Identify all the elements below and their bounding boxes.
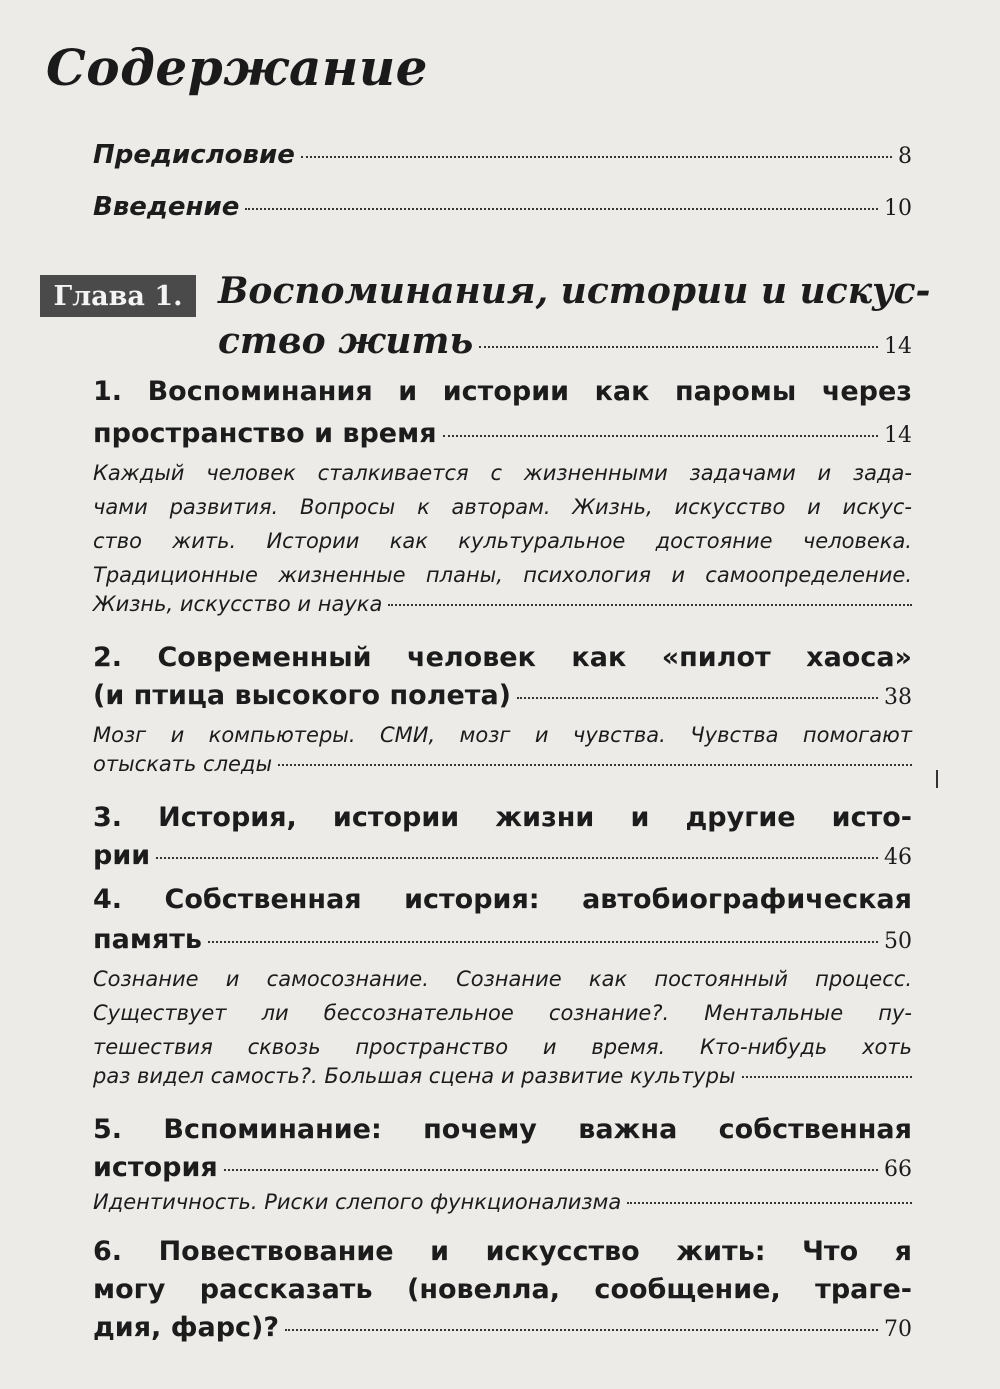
section-4-description-end [93, 1064, 912, 1088]
dot-leader [443, 435, 878, 437]
page-number: 10 [884, 196, 912, 221]
section-title-continued: история [93, 1152, 218, 1183]
dot-leader [301, 156, 892, 158]
dot-leader [208, 941, 878, 943]
section-4-description-line: Сознание и самосознание. Сознание как постоянный процесс. [93, 967, 912, 991]
toc-entry-section-4[interactable] [93, 924, 912, 955]
section-2-description-end [93, 752, 912, 776]
toc-entry-section-5[interactable] [93, 1152, 912, 1183]
dot-leader [224, 1169, 878, 1171]
section-2-title[interactable]: 2. Современный человек как «пилот хаоса» [93, 642, 912, 673]
toc-entry-section-2[interactable] [93, 680, 912, 711]
dot-leader [479, 346, 878, 348]
section-2-description-line: Мозг и компьютеры. СМИ, мозг и чувства. Чувства помогают [93, 723, 912, 747]
dot-leader [285, 1329, 878, 1331]
section-3-title[interactable]: 3. История, истории жизни и другие исто- [93, 802, 912, 833]
page-number: 38 [884, 685, 912, 710]
section-5-description-end [93, 1190, 912, 1214]
margin-mark [936, 770, 938, 788]
section-1-description-line: Каждый человек сталкивается с жизненными задачами и зада- [93, 461, 912, 485]
dot-leader [245, 208, 878, 210]
dot-leader [517, 697, 878, 699]
toc-entry-chapter-1[interactable] [218, 320, 912, 362]
toc-entry-introduction[interactable] [93, 192, 912, 222]
chapter-title-continued: ство жить [218, 320, 474, 362]
page-number: 14 [884, 423, 912, 448]
dot-leader [742, 1076, 912, 1078]
page-number: 50 [884, 929, 912, 954]
section-4-description-line: Существует ли бессознательное сознание?. Ментальные пу- [93, 1001, 912, 1025]
dot-leader [278, 764, 912, 766]
section-title-continued: рии [93, 840, 151, 871]
section-1-description-end [93, 592, 912, 616]
dot-leader [388, 604, 912, 606]
section-1-description-line: ство жить. Истории как культуральное достояние человека. [93, 529, 912, 553]
page-number: 70 [884, 1317, 912, 1342]
section-6-title[interactable]: 6. Повествование и искусство жить: Что я [93, 1236, 912, 1267]
toc-entry-section-1[interactable] [93, 418, 912, 449]
section-title-continued: дия, фарс)? [93, 1312, 280, 1343]
description-last-line: Жизнь, искусство и наука [93, 592, 383, 616]
page-number: 46 [884, 845, 912, 870]
description-last-line: Идентичность. Риски слепого функционализма [93, 1190, 622, 1214]
dot-leader [627, 1202, 912, 1204]
toc-entry-section-6[interactable] [93, 1312, 912, 1343]
section-1-title[interactable]: 1. Воспоминания и истории как паромы через [93, 376, 912, 407]
section-4-description-line: тешествия сквозь пространство и время. Кто-нибудь хоть [93, 1035, 912, 1059]
chapter-title[interactable]: Воспоминания, истории и искус- [218, 270, 931, 312]
chapter-badge: Глава 1. [40, 275, 196, 317]
entry-label: Предисловие [93, 140, 295, 170]
page-number: 8 [898, 144, 912, 169]
section-1-description-line: чами развития. Вопросы к авторам. Жизнь, искусство и искус- [93, 495, 912, 519]
dot-leader [156, 857, 878, 859]
toc-entry-preface[interactable] [93, 140, 912, 170]
section-6-title-line-2[interactable]: могу рассказать (новелла, сообщение, траге- [93, 1274, 912, 1305]
page-number: 14 [884, 334, 912, 359]
description-last-line: раз видел самость?. Большая сцена и развитие культуры [93, 1064, 736, 1088]
description-last-line: отыскать следы [93, 752, 273, 776]
section-1-description-line: Традиционные жизненные планы, психология и самоопределение. [93, 563, 912, 587]
toc-entry-section-3[interactable] [93, 840, 912, 871]
section-title-continued: (и птица высокого полета) [93, 680, 511, 711]
section-5-title[interactable]: 5. Вспоминание: почему важна собственная [93, 1114, 912, 1145]
section-title-continued: память [93, 924, 203, 955]
entry-label: Введение [93, 192, 240, 222]
page-number: 66 [884, 1157, 912, 1182]
page-title: Содержание [46, 38, 428, 97]
section-title-continued: пространство и время [93, 418, 437, 449]
section-4-title[interactable]: 4. Собственная история: автобиографическая [93, 884, 912, 915]
